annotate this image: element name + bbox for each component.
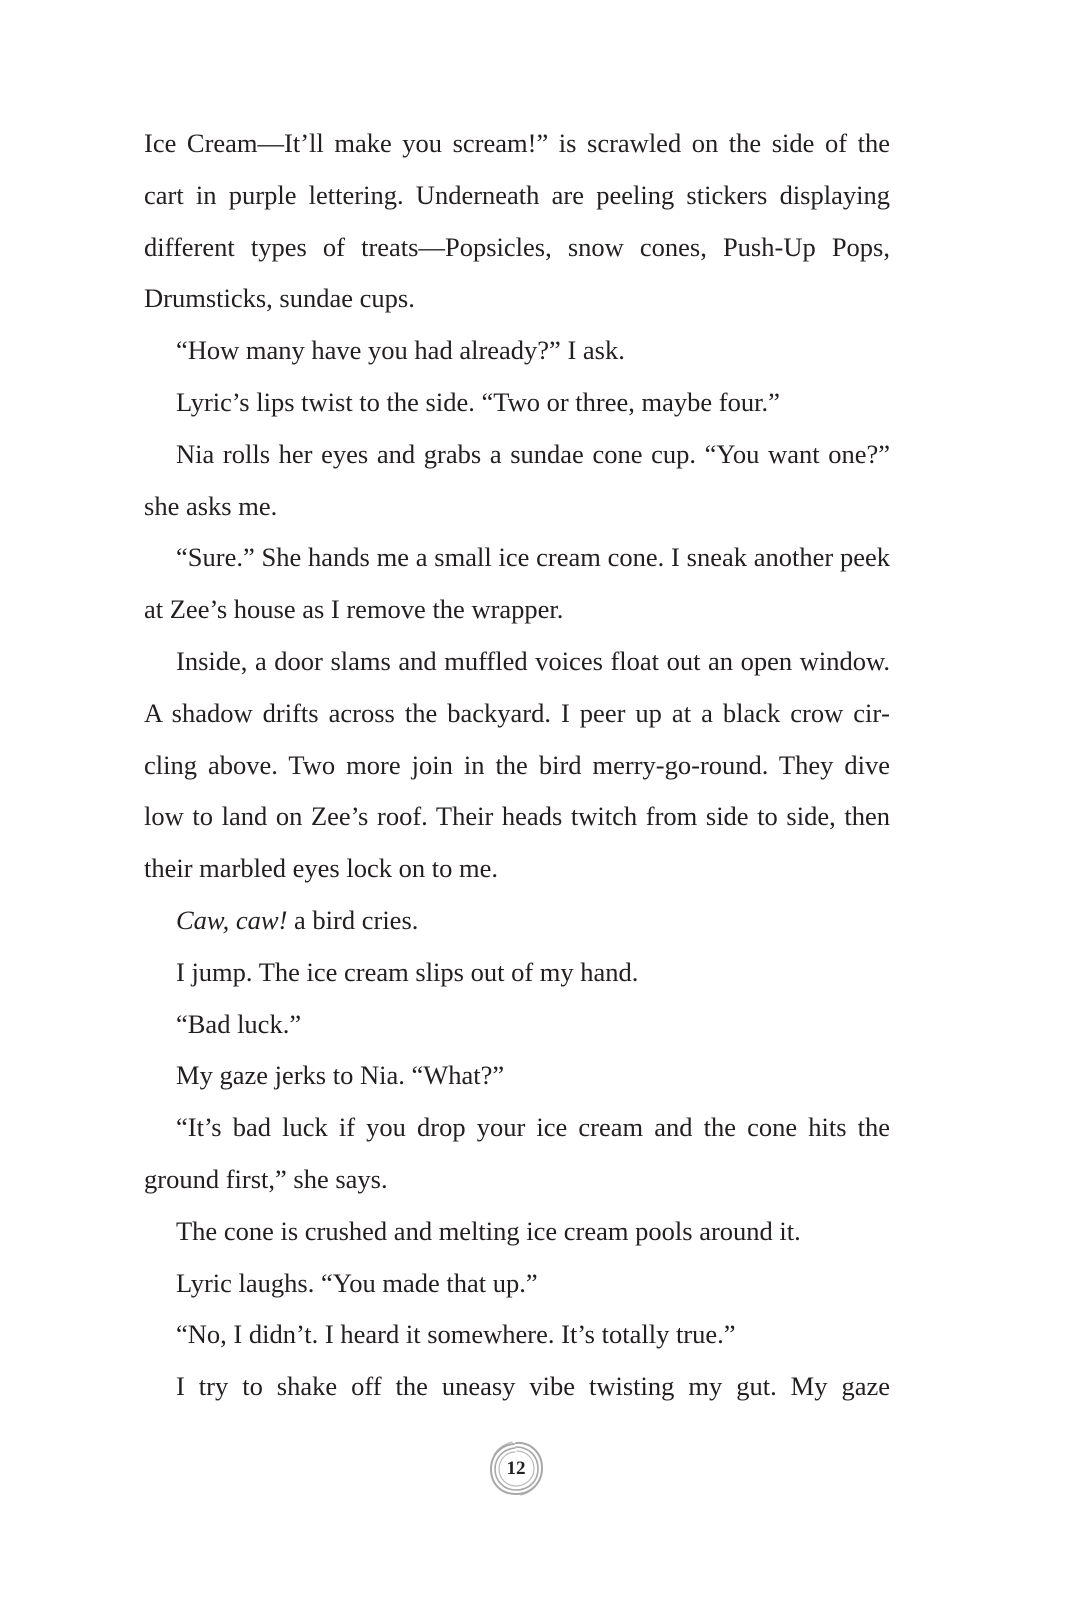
paragraph: Inside, a door slams and muffled voices float out an open window. A shadow drifts across the backyard. I peer up at a black crow circling above. Two more join in the bird merry-go-round. They dive low to land on Zee’s roof. Their heads twitch from side to side, then their marbled eyes lock on to me.: [144, 645, 890, 884]
page-number-badge: [485, 1438, 547, 1500]
paragraph: “No, I didn’t. I heard it somewhere. It’s totally true.”: [176, 1319, 736, 1350]
paragraph: Lyric’s lips twist to the side. “Two or three, maybe four.”: [176, 386, 780, 417]
body-text: [144, 118, 890, 1413]
paragraph: The cone is crushed and melting ice cream pools around it.: [176, 1215, 801, 1246]
paragraph: “Bad luck.”: [176, 1008, 302, 1039]
paragraph: “Sure.” She hands me a small ice cream cone. I sneak another peek at Zee’s house as I remove the wrapper.: [144, 542, 890, 625]
paragraph: “How many have you had already?” I ask.: [176, 335, 625, 366]
paragraph-continued: Ice Cream—It’ll make you scream!” is scrawled on the side of the cart in purple lettering. Underneath are peeling stickers displaying different types of treats—Popsicles, snow cones, Push-Up Pops, Drumsticks, sundae cups.: [144, 128, 890, 314]
paragraph-rest: a bird cries.: [287, 904, 419, 935]
paragraph: I jump. The ice cream slips out of my hand.: [176, 956, 639, 987]
paragraph: Lyric laughs. “You made that up.”: [176, 1267, 538, 1298]
paragraph-continues: I try to shake off the uneasy vibe twisting my gut. My gaze: [176, 1371, 890, 1402]
page-number: 12: [506, 1458, 526, 1479]
paragraph: Nia rolls her eyes and grabs a sundae cone cup. “You want one?” she asks me.: [144, 438, 890, 521]
paragraph: [144, 895, 890, 947]
paragraph: My gaze jerks to Nia. “What?”: [176, 1060, 505, 1091]
italic-sound: Caw, caw!: [176, 904, 288, 935]
paragraph: “It’s bad luck if you drop your ice cream and the cone hits the ground first,” she says.: [144, 1112, 890, 1194]
